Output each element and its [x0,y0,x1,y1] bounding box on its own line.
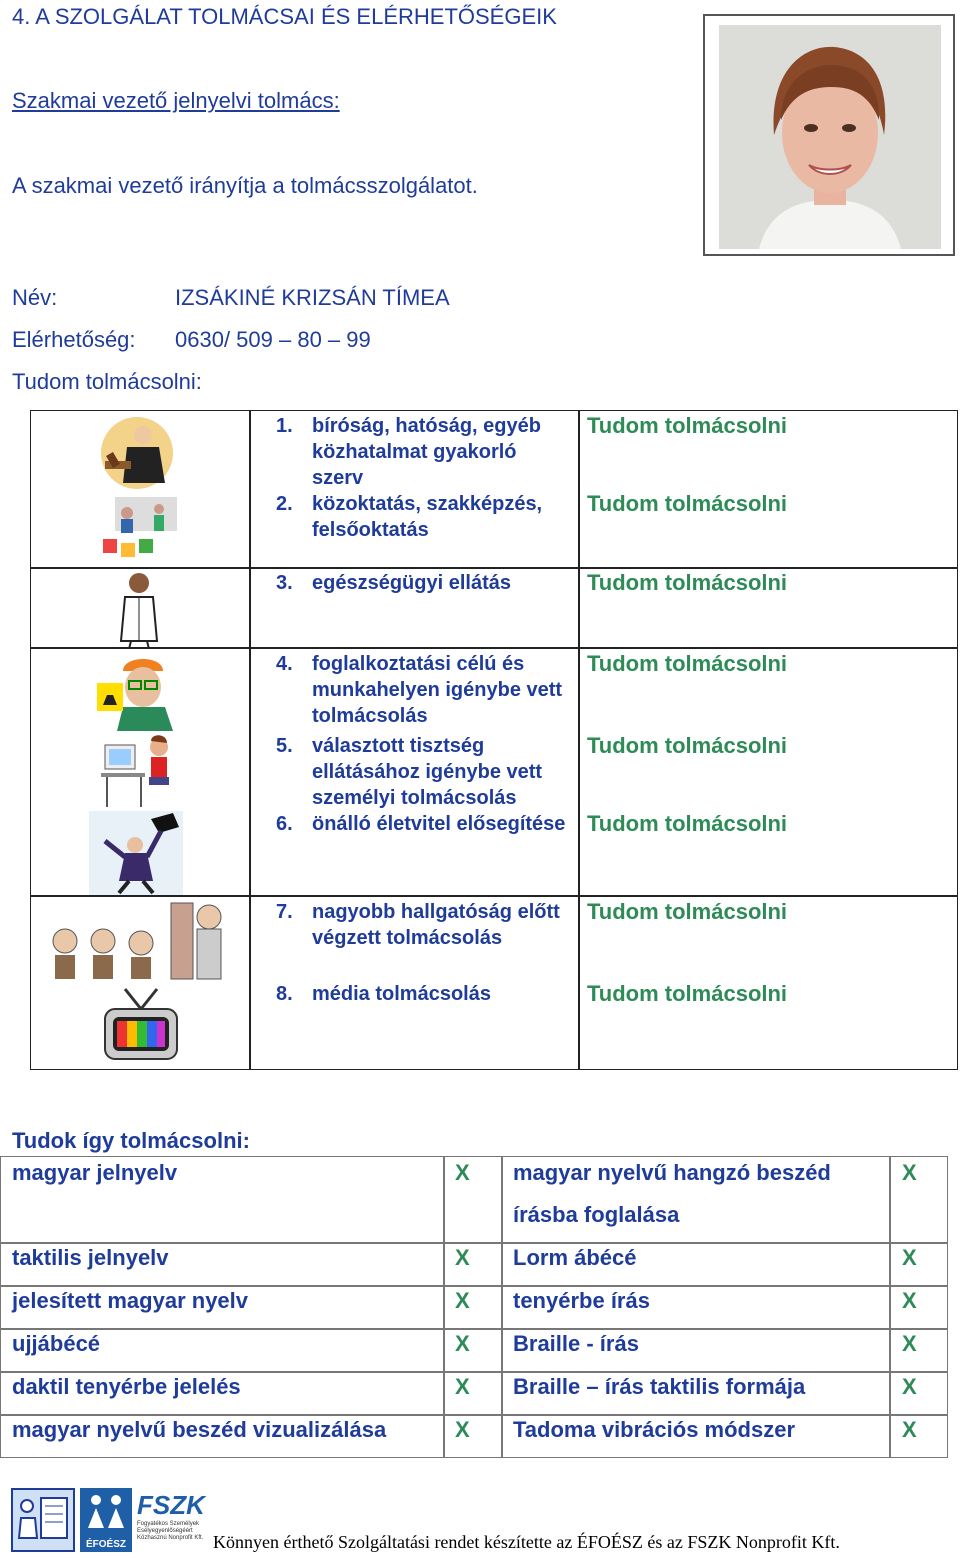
contact-label: Elérhetőség: [12,327,136,352]
mode-right-1-line2: írásba foglalása [513,1202,680,1227]
doctor-icon [111,571,167,654]
skill-status-7: Tudom tolmácsolni [587,899,788,924]
classroom-icon [97,493,181,570]
mode-left-mark-1: X [455,1160,470,1185]
computer-user-icon [101,731,175,814]
mode-right-mark-4: X [902,1331,917,1356]
modes-table [0,1156,948,1458]
mode-right-mark-6: X [902,1417,917,1442]
mode-right-6: Tadoma vibrációs módszer [513,1417,796,1442]
modes-label: Tudok így tolmácsolni: [12,1128,250,1153]
mode-left-2: taktilis jelnyelv [12,1245,169,1270]
skill-status-6: Tudom tolmácsolni [587,811,788,836]
section-subheading: Szakmai vezető jelnyelvi tolmács: [12,88,340,113]
skills-label: Tudom tolmácsolni: [12,369,202,394]
mode-right-mark-5: X [902,1374,917,1399]
mode-left-mark-3: X [455,1288,470,1313]
mode-right-mark-3: X [902,1288,917,1313]
mode-left-1: magyar jelnyelv [12,1160,178,1185]
mode-right-3: tenyérbe írás [513,1288,650,1313]
contact-row [12,327,371,353]
mode-left-4: ujjábécé [12,1331,101,1356]
mode-right-5: Braille – írás taktilis formája [513,1374,806,1399]
mode-left-mark-4: X [455,1331,470,1356]
fszk-logo-text: FSZK [137,1490,205,1520]
tv-icon [101,987,181,1070]
mode-left-6: magyar nyelvű beszéd vizualizálása [12,1417,387,1442]
skill-status-2: Tudom tolmácsolni [587,491,788,516]
mode-right-4: Braille - írás [513,1331,639,1356]
skill-status-4: Tudom tolmácsolni [587,651,788,676]
portrait-photo [719,25,941,249]
mode-left-mark-6: X [455,1417,470,1442]
easy-read-logo [11,1488,75,1557]
fszk-logo-caption: Fogyatékos Személyek Esélyegyenlőségéért Közhasznú Nonprofit Kft. [137,1521,204,1541]
name-value: IZSÁKINÉ KRIZSÁN TÍMEA [175,285,450,310]
efoesz-logo [80,1488,132,1552]
mode-left-3: jelesített magyar nyelv [12,1288,249,1313]
efoesz-logo-text: ÉFOÉSZ [85,1539,126,1550]
role-description: A szakmai vezető irányítja a tolmácsszolgálatot. [12,173,478,198]
mode-left-mark-5: X [455,1374,470,1399]
judge-icon [97,413,181,496]
worker-icon [93,651,183,736]
mode-right-2: Lorm ábécé [513,1245,637,1270]
page-heading: 4. A SZOLGÁLAT TOLMÁCSAI ÉS ELÉRHETŐSÉGEIK [12,4,557,29]
fszk-logo [137,1490,207,1554]
mode-right-mark-2: X [902,1245,917,1270]
audience-icon [47,899,227,986]
graduate-icon [89,811,183,900]
contact-value: 0630/ 509 – 80 – 99 [175,327,371,352]
mode-left-5: daktil tenyérbe jelelés [12,1374,241,1399]
name-row [12,285,450,311]
mode-right-mark-1: X [902,1160,917,1185]
mode-left-mark-2: X [455,1245,470,1270]
skill-status-3: Tudom tolmácsolni [587,570,788,595]
mode-right-1: magyar nyelvű hangzó beszéd [513,1160,831,1185]
skill-status-1: Tudom tolmácsolni [587,413,788,438]
skills-table: 1. bíróság, hatóság, egyéb közhatalmat gyakorló szerv Tudom tolmácsolni 2. közoktatás, szakképzés, felsőoktatás Tudom tolmácsolni 3. egészségügyi ellátás Tudom tolmácsolni 4. foglalkoztatási célú és munkahelyen igénybe vett tolmácsolás Tudom tolmácsolni 5. választott tisztség ellátásához igénybe vett személyi tolmácsolás Tudom tolmácsolni 6. önálló életvitel elősegítése Tudom tolmácsolni 7. nagyobb hallgatóság előtt végzett tolmácsolás Tudom tolmácsolni 8. média tolmácsolás Tudom tolmácsolni [30,410,958,1070]
portrait-frame [703,14,955,256]
skill-status-8: Tudom tolmácsolni [587,981,788,1006]
name-label: Név: [12,285,58,310]
skill-status-5: Tudom tolmácsolni [587,733,788,758]
footer-credit: Könnyen érthető Szolgáltatási rendet készítette az ÉFOÉSZ és az FSZK Nonprofit Kft. [213,1532,840,1552]
